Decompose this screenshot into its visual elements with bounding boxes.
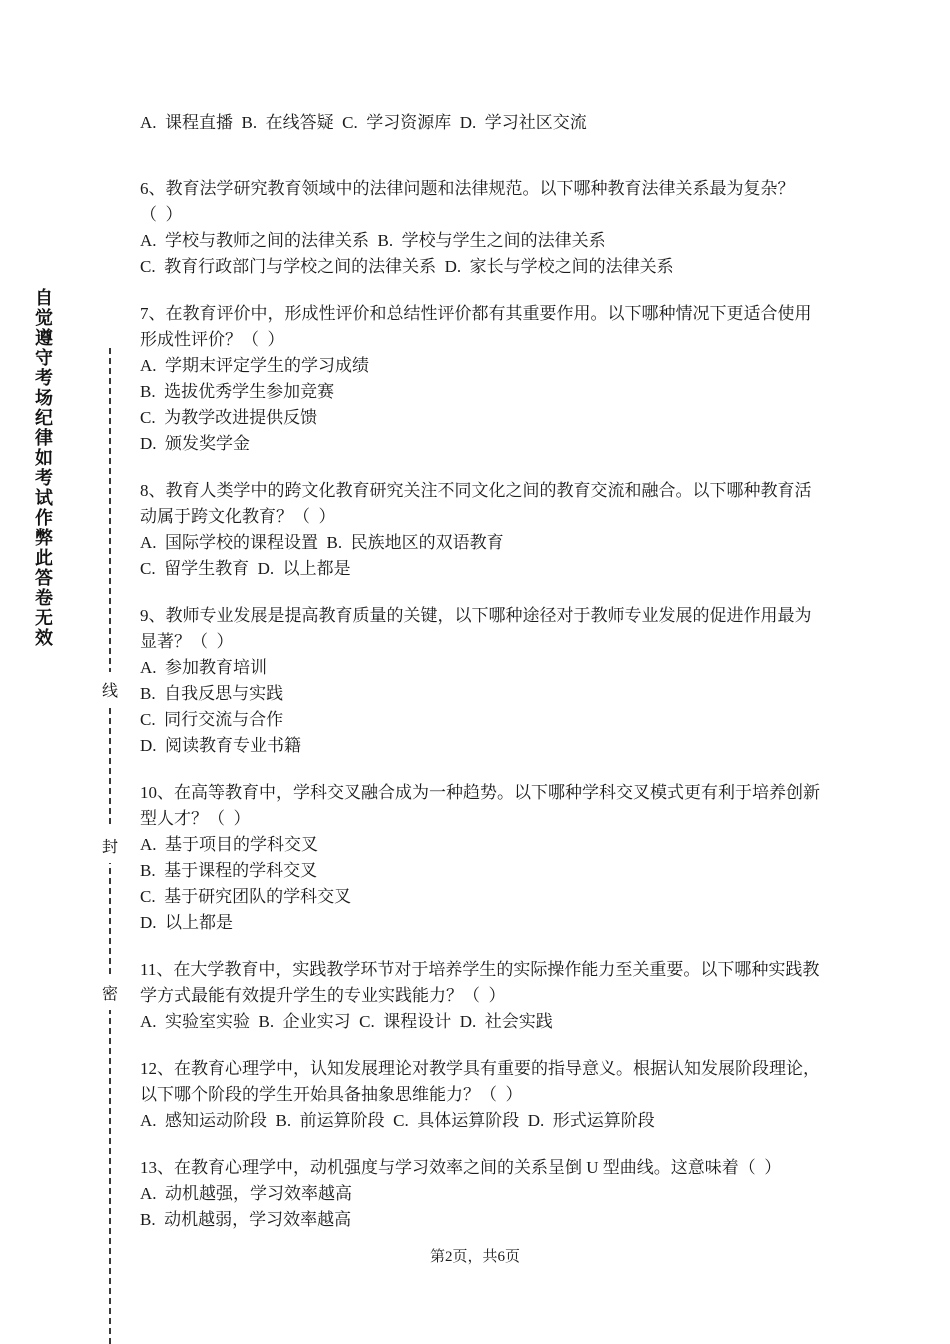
question-line: 13、在教育心理学中，动机强度与学习效率之间的关系呈倒 U 型曲线。这意味着（ ）	[140, 1158, 782, 1177]
question-line: B. 基于课程的学科交叉	[140, 861, 318, 880]
question-7	[140, 301, 835, 457]
question-8	[140, 478, 835, 582]
exam-integrity-notice: 自觉遵守考场纪律如考试作弊此答卷无效	[33, 288, 53, 648]
seal-char-mi: 密	[100, 975, 120, 1010]
question-line: C. 为教学改进提供反馈	[140, 408, 318, 427]
question-line: 10、在高等教育中，学科交叉融合成为一种趋势。以下哪种学科交叉模式更有利于培养创新	[140, 783, 820, 802]
question-9	[140, 603, 835, 759]
question-line: A. 参加教育培训	[140, 658, 268, 677]
question-line: A. 动机越强，学习效率越高	[140, 1184, 353, 1203]
question-line: C. 教育行政部门与学校之间的法律关系 D. 家长与学校之间的法律关系	[140, 257, 674, 276]
question-line: A. 学校与教师之间的法律关系 B. 学校与学生之间的法律关系	[140, 231, 606, 250]
page-footer	[0, 1245, 950, 1266]
question-line: 学方式最能有效提升学生的专业实践能力？（ ）	[140, 986, 506, 1005]
question-line: 6、教育法学研究教育领域中的法律问题和法律规范。以下哪种教育法律关系最为复杂？	[140, 179, 795, 198]
question-line: C. 基于研究团队的学科交叉	[140, 887, 352, 906]
question-11	[140, 957, 835, 1035]
question-line: 8、教育人类学中的跨文化教育研究关注不同文化之间的教育交流和融合。以下哪种教育活	[140, 481, 812, 500]
question-line: C. 留学生教育 D. 以上都是	[140, 559, 351, 578]
question-line: A. 实验室实验 B. 企业实习 C. 课程设计 D. 社会实践	[140, 1012, 553, 1031]
question-line: （ ）	[140, 205, 183, 224]
question-line: 12、在教育心理学中，认知发展理论对教学具有重要的指导意义。根据认知发展阶段理论，	[140, 1059, 820, 1078]
question-line: 11、在大学教育中，实践教学环节对于培养学生的实际操作能力至关重要。以下哪种实践教	[140, 960, 820, 979]
exam-content	[140, 110, 835, 1254]
question-line: D. 颁发奖学金	[140, 434, 251, 453]
seal-char-line: 线	[100, 672, 120, 707]
question-6	[140, 176, 835, 280]
question-line: 以下哪个阶段的学生开始具备抽象思维能力？（ ）	[140, 1085, 523, 1104]
question-line: 显著？（ ）	[140, 632, 234, 651]
question-line: 形成性评价？（ ）	[140, 330, 285, 349]
question-line: 9、教师专业发展是提高教育质量的关键，以下哪种途径对于教师专业发展的促进作用最为	[140, 606, 812, 625]
question-line: A. 感知运动阶段 B. 前运算阶段 C. 具体运算阶段 D. 形式运算阶段	[140, 1111, 655, 1130]
question-10	[140, 780, 835, 936]
question-line: 型人才？（ ）	[140, 809, 251, 828]
question-5-options-line: A. 课程直播 B. 在线答疑 C. 学习资源库 D. 学习社区交流	[140, 113, 587, 132]
question-line: B. 选拔优秀学生参加竞赛	[140, 382, 335, 401]
question-line: D. 以上都是	[140, 913, 234, 932]
question-line: A. 国际学校的课程设置 B. 民族地区的双语教育	[140, 533, 504, 552]
question-line: B. 动机越弱，学习效率越高	[140, 1210, 352, 1229]
question-line: 7、在教育评价中，形成性评价和总结性评价都有其重要作用。以下哪种情况下更适合使用	[140, 304, 812, 323]
page-number-text: 第2页，共6页	[429, 1249, 520, 1265]
seal-char-feng: 封	[100, 828, 120, 863]
question-line: D. 阅读教育专业书籍	[140, 736, 302, 755]
question-line: A. 基于项目的学科交叉	[140, 835, 319, 854]
question-line: C. 同行交流与合作	[140, 710, 284, 729]
question-13	[140, 1155, 835, 1233]
question-12	[140, 1056, 835, 1134]
questions-list	[140, 176, 835, 1233]
question-line: 动属于跨文化教育？（ ）	[140, 507, 336, 526]
question-line: A. 学期末评定学生的学习成绩	[140, 356, 370, 375]
question-line: B. 自我反思与实践	[140, 684, 284, 703]
